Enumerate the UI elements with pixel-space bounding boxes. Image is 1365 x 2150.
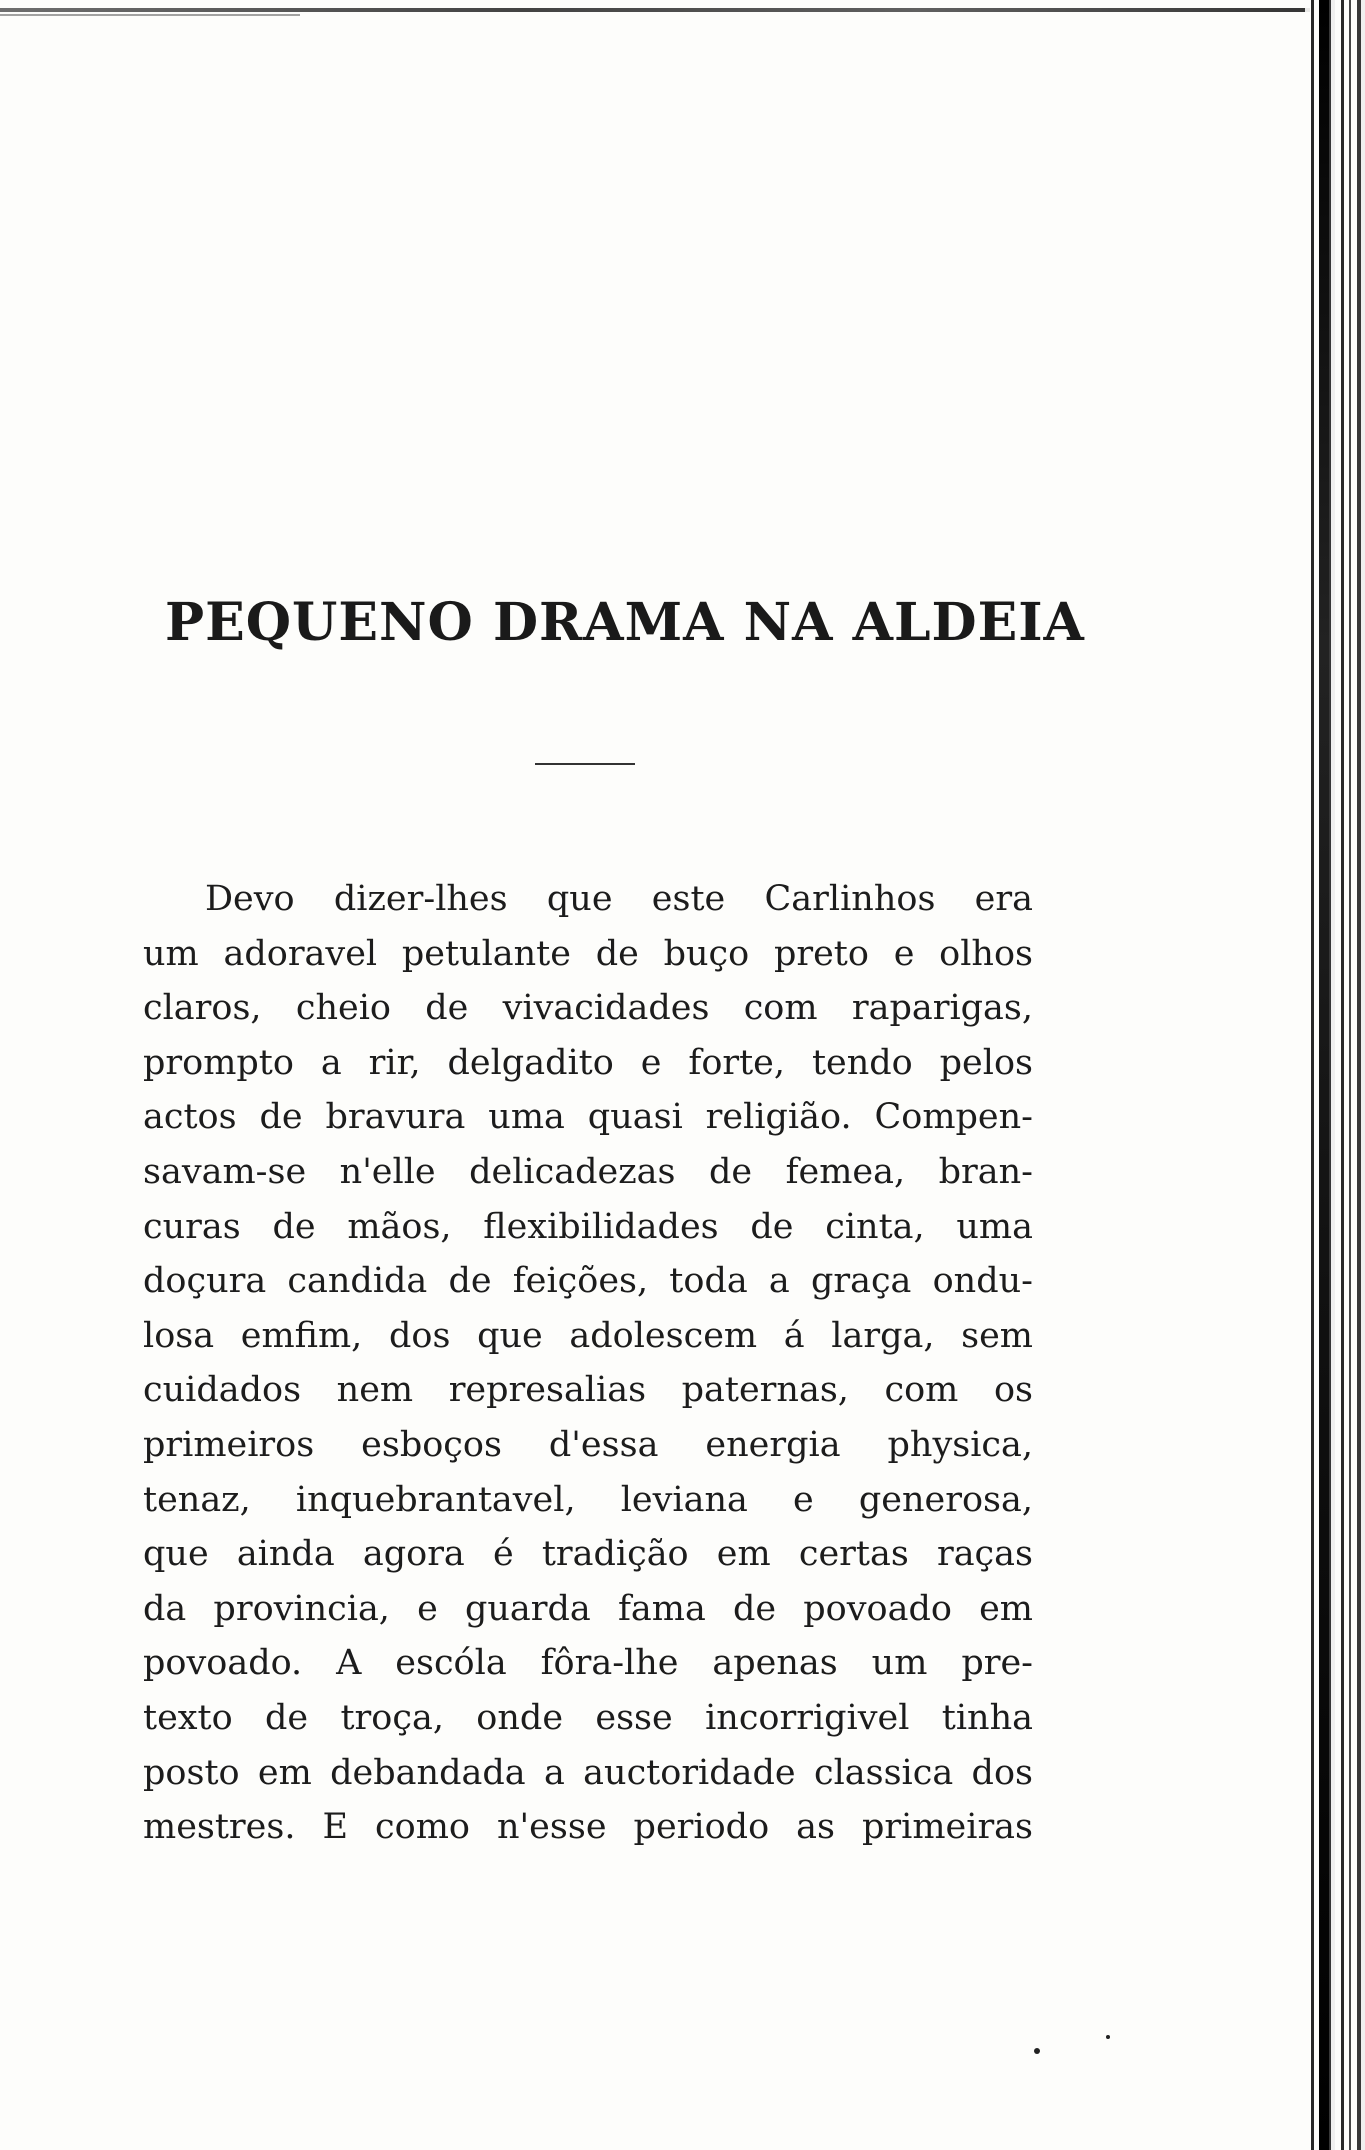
- text-line: posto em debandada a auctoridade classica dos: [143, 1752, 1033, 1793]
- chapter-title: PEQUENO DRAMA NA ALDEIA: [165, 592, 1085, 653]
- text-line: que ainda agora é tradição em certas raças: [143, 1534, 1033, 1575]
- text-line: curas de mãos, flexibilidades de cinta, uma: [143, 1206, 1033, 1247]
- text-line: cuidados nem represalias paternas, com os: [143, 1370, 1033, 1411]
- book-binding-shadow: [1319, 0, 1329, 2150]
- scan-top-edge: [0, 8, 1310, 12]
- text-line: texto de troça, onde esse incorrigivel tinha: [143, 1697, 1033, 1738]
- text-line: tenaz, inquebrantavel, leviana e generosa,: [143, 1479, 1033, 1520]
- text-line: um adoravel petulante de buço preto e olhos: [143, 933, 1033, 974]
- text-line: actos de bravura uma quasi religião. Compen-: [143, 1097, 1033, 1138]
- text-line: losa emfim, dos que adolescem á larga, sem: [143, 1315, 1033, 1356]
- text-line: povoado. A escóla fôra-lhe apenas um pre-: [143, 1643, 1033, 1684]
- title-divider: [535, 763, 635, 765]
- body-paragraph: [143, 872, 1033, 1855]
- book-binding-edge: [1305, 0, 1365, 2150]
- text-line: prompto a rir, delgadito e forte, tendo pelos: [143, 1042, 1033, 1083]
- scan-top-edge-thin: [0, 14, 300, 16]
- text-line: savam-se n'elle delicadezas de femea, bran-: [143, 1151, 1033, 1192]
- text-line: mestres. E como n'esse periodo as primeiras: [143, 1807, 1033, 1848]
- text-line: da provincia, e guarda fama de povoado em: [143, 1588, 1033, 1629]
- text-line: Devo dizer-lhes que este Carlinhos era: [205, 879, 1033, 919]
- ink-speck: [1034, 2048, 1040, 2054]
- ink-speck: [1106, 2035, 1110, 2039]
- text-line: claros, cheio de vivacidades com raparigas,: [143, 988, 1033, 1029]
- text-line: primeiros esboços d'essa energia physica,: [143, 1424, 1033, 1465]
- text-line: doçura candida de feições, toda a graça ondu-: [143, 1261, 1033, 1302]
